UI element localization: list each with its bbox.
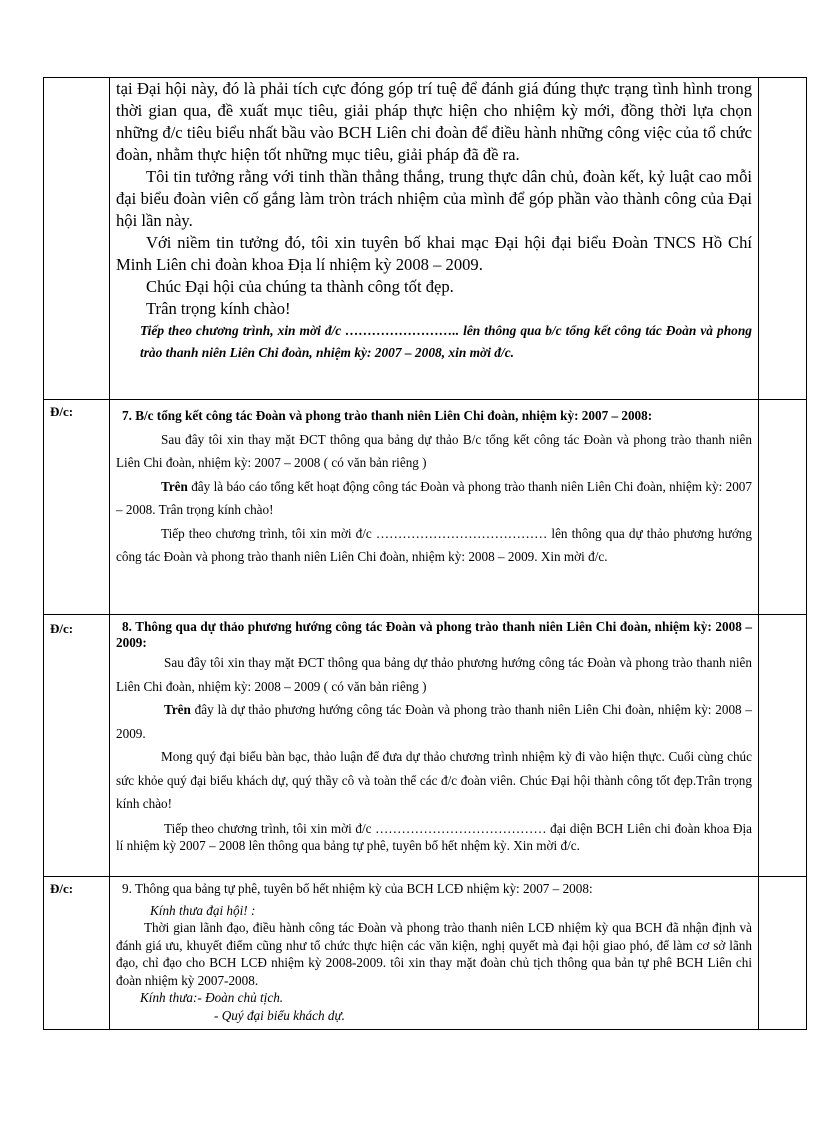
paragraph (116, 698, 752, 745)
content-cell (110, 615, 759, 877)
paragraph: Sau đây tôi xin thay mặt ĐCT thông qua bảng dự thảo B/c tổng kết công tác Đoàn và phong trào thanh niên Liên Chi đoàn, nhiệm kỳ: 2007 – 2008 ( có văn bản riêng ) (116, 431, 752, 470)
table-row (44, 400, 807, 615)
note-cell (759, 615, 807, 877)
section-heading: 9. Thông qua bảng tự phê, tuyên bố hết nhiệm kỳ của BCH LCĐ nhiệm kỳ: 2007 – 2008: (122, 881, 593, 896)
section-heading: 8. Thông qua dự thảo phương hướng công tác Đoàn và phong trào thanh niên Liên Chi đoàn, nhiệm kỳ: 2008 – 2009: (116, 619, 752, 650)
note-cell (759, 78, 807, 400)
speaker-label: Đ/c: (44, 615, 110, 877)
note-cell (759, 877, 807, 1030)
content-cell (110, 78, 759, 400)
paragraph-rest: đây là dự thảo phương hướng công tác Đoàn và phong trào thanh niên Liên Chi đoàn, nhiệm kỳ: 2008 – 2009. (116, 702, 752, 741)
address-line: - Quý đại biểu khách dự. (214, 1007, 345, 1023)
paragraph: Tiếp theo chương trình, tôi xin mời đ/c ………………………………… đại diện BCH Liên chi đoàn khoa Địa lí nhiệm kỳ 2007 – 2008 lên thông qua bảng tự phê, tuyên bố hết nhệm kỳ. Xin mời đ/c. (116, 820, 752, 853)
next-item-note (116, 320, 752, 364)
greeting: Kính thưa đại hội! : (150, 902, 256, 918)
paragraph: Tiếp theo chương trình, tôi xin mời đ/c ………………………………… lên thông qua dự thảo phương hướng công tác Đoàn và phong trào thanh niên Liên Chi đoàn, nhiệm kỳ: 2008 – 2009. Xin mời đ/c. (116, 525, 752, 564)
paragraph (116, 475, 752, 522)
table-row (44, 877, 807, 1030)
speaker-label: Đ/c: (44, 877, 110, 1030)
bold-word: Trên (161, 478, 188, 494)
paragraph: Mong quý đại biểu bàn bạc, thảo luận để đưa dự thảo chương trình nhiệm kỳ đi vào hiện thực. Cuối cùng chúc sức khỏe quý đại biểu khách dự, quý thầy cô và toàn thể các đ/c đoàn viên. Chúc Đại hội thành công tốt đẹp.Trân trọng kính chào! (116, 749, 752, 811)
paragraph: Trân trọng kính chào! (146, 299, 291, 318)
paragraph: Với niềm tin tưởng đó, tôi xin tuyên bố khai mạc Đại hội đại biểu Đoàn TNCS Hồ Chí Minh Liên chi đoàn khoa Địa lí nhiệm kỳ 2008 – 2009. (116, 233, 752, 274)
section-heading: 7. B/c tổng kết công tác Đoàn và phong trào thanh niên Liên Chi đoàn, nhiệm kỳ: 2007 – 2008: (122, 408, 653, 423)
bold-word: Trên (164, 702, 191, 717)
paragraph-rest: đây là báo cáo tổng kết hoạt động công tác Đoàn và phong trào thanh niên Liên Chi đoàn, nhiệm kỳ: 2007 – 2008. Trân trọng kính chào! (116, 478, 752, 517)
content-cell (110, 877, 759, 1030)
note-cell (759, 400, 807, 615)
table-row (44, 615, 807, 877)
paragraph: Tôi tin tưởng rằng với tinh thần thẳng thắng, trung thực dân chủ, đoàn kết, kỷ luật cao mỗi đại biểu đoàn viên cố gắng làm tròn trách nhiệm của mình để góp phần vào thành công của Đại hội lần này. (116, 167, 752, 230)
address-line: Kính thưa:- Đoàn chủ tịch. (140, 990, 284, 1005)
paragraph: tại Đại hội này, đó là phải tích cực đóng góp trí tuệ để đánh giá đúng thực trạng tình hình trong thời gian qua, đề xuất mục tiêu, giải pháp thực hiện cho nhiệm kỳ mới, đồng thời lựa chọn những đ/c tiêu biểu nhất bầu vào BCH Liên chi đoàn để điều hành những công việc của tổ chức đoàn, nhằm thực hiện tốt những mục tiêu, giải pháp đã đề ra. (116, 79, 752, 164)
program-table (43, 77, 807, 1030)
next-item-text: Tiếp theo chương trình, xin mời đ/c …………………….. lên thông qua b/c tổng kết công tác Đoàn và phong trào thanh niên Liên Chi đoàn, nhiệm kỳ: 2007 – 2008, xin mời đ/c. (140, 323, 752, 360)
speaker-cell (44, 78, 110, 400)
content-cell (110, 400, 759, 615)
paragraph: Chúc Đại hội của chúng ta thành công tốt đẹp. (146, 277, 454, 296)
paragraph: Thời gian lãnh đạo, điều hành công tác Đoàn và phong trào thanh niên LCĐ nhiệm kỳ qua BCH đã nhận định và đánh giá ưu, khuyết điểm cũng như tổ chức thực hiện các văn kiện, nghị quyết mà đại hội giao phó, để làm cơ sở lãnh đạo, chỉ đạo cho BCH LCĐ nhiệm kỳ 2008-2009. tôi xin thay mặt đoàn chủ tịch thông qua bản tự phê BCH Liên chi đoàn nhiệm kỳ 2007-2008. (116, 920, 752, 988)
speaker-label: Đ/c: (44, 400, 110, 615)
table-row (44, 78, 807, 400)
paragraph: Sau đây tôi xin thay mặt ĐCT thông qua bảng dự thảo phương hướng công tác Đoàn và phong trào thanh niên Liên Chi đoàn, nhiệm kỳ: 2008 – 2009 ( có văn bản riêng ) (116, 655, 752, 694)
